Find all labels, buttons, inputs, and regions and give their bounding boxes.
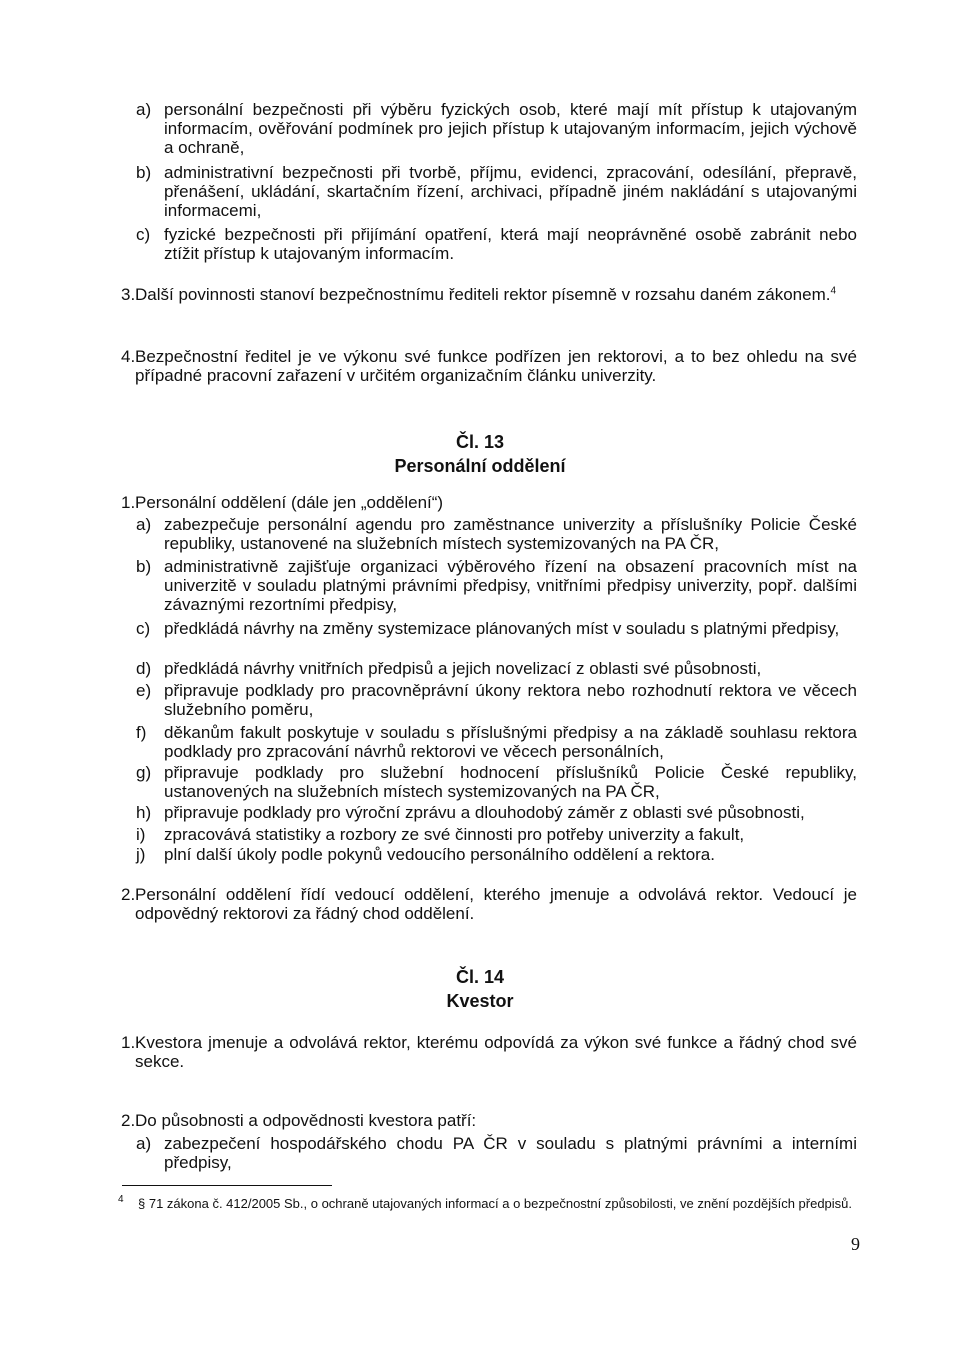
page-number: 9 bbox=[851, 1234, 860, 1254]
item-label: g) bbox=[136, 763, 152, 782]
item-text: administrativní bezpečnosti při tvorbě, příjmu, evidenci, zpracování, odesílání, přepravě, přenášení, ukládání, skartačním řízení, archivaci, případně jiném nakládání s utajovanými informacemi, bbox=[164, 163, 857, 220]
article-title: Personální oddělení bbox=[394, 456, 566, 476]
item-label: f) bbox=[136, 723, 147, 742]
item-text: předkládá návrhy na změny systemizace plánovaných míst v souladu s platnými předpisy, bbox=[164, 619, 840, 638]
item-text: zpracovává statistiky a rozbory ze své činnosti pro potřeby univerzity a fakult, bbox=[164, 825, 745, 844]
paragraph-text: Personální oddělení (dále jen „oddělení“) bbox=[135, 493, 444, 512]
article-title: Kvestor bbox=[446, 991, 514, 1011]
footnote-mark: 4 bbox=[118, 1194, 124, 1205]
paragraph-label: 3. bbox=[121, 285, 136, 304]
item-text: připravuje podklady pro služební hodnocení příslušníků Policie České republiky, ustanovených na služebních místech systemizovaných na PA ČR, bbox=[164, 763, 857, 801]
item-text: zabezpečuje personální agendu pro zaměstnance univerzity a příslušníky Policie České republiky, ustanovené na služebních místech systemizovaných na PA ČR, bbox=[164, 515, 857, 553]
item-text: personální bezpečnosti při výběru fyzických osob, které mají mít přístup k utajovaným informacím, ověřování podmínek pro jejich přístup k utajovaným informacím, jejich výchově a ochraně, bbox=[164, 100, 857, 157]
item-label: a) bbox=[136, 1134, 152, 1153]
item-text: děkanům fakult poskytuje v souladu s příslušnými předpisy a na základě souhlasu rektora podklady pro zpracování návrhů rektorovi ve věcech personálních, bbox=[164, 723, 857, 761]
paragraph-label: 2. bbox=[121, 885, 136, 904]
item-text: připravuje podklady pro výroční zprávu a dlouhodobý záměr z oblasti své působnosti, bbox=[164, 803, 805, 822]
paragraph-label: 1. bbox=[121, 1033, 136, 1052]
item-text: předkládá návrhy vnitřních předpisů a jejich novelizací z oblasti své působnosti, bbox=[164, 659, 762, 678]
item-text: fyzické bezpečnosti při přijímání opatření, která mají neoprávněné osobě zabránit nebo ztížit přístup k utajovaným informacím. bbox=[164, 225, 857, 263]
item-label: a) bbox=[136, 515, 152, 534]
paragraph-text: Personální oddělení řídí vedoucí oddělení, kterého jmenuje a odvolává rektor. Vedoucí je odpovědný rektorovi za řádný chod oddělení. bbox=[135, 885, 857, 923]
item-label: c) bbox=[136, 619, 151, 638]
item-label: e) bbox=[136, 681, 152, 700]
item-text: zabezpečení hospodářského chodu PA ČR v souladu s platnými právními a interními předpisy, bbox=[164, 1134, 857, 1172]
item-text: administrativně zajišťuje organizaci výběrového řízení na obsazení pracovních míst na univerzitě v souladu platnými právními předpisy, vnitřními předpisy univerzity, popř. dalšími závaznými rezortními předpisy, bbox=[164, 557, 857, 614]
item-label: h) bbox=[136, 803, 152, 822]
item-label: a) bbox=[136, 100, 152, 119]
paragraph-label: 4. bbox=[121, 347, 136, 366]
item-label: i) bbox=[136, 825, 146, 844]
paragraph-text: Do působnosti a odpovědnosti kvestora patří: bbox=[135, 1111, 477, 1130]
paragraph-label: 2. bbox=[121, 1111, 136, 1130]
item-label: c) bbox=[136, 225, 151, 244]
paragraph-text-body: Další povinnosti stanoví bezpečnostnímu řediteli rektor písemně v rozsahu daném zákonem. bbox=[135, 285, 831, 304]
paragraph-text: Kvestora jmenuje a odvolává rektor, kterému odpovídá za výkon své funkce a řádný chod své sekce. bbox=[135, 1033, 857, 1071]
item-label: b) bbox=[136, 163, 152, 182]
footnote-separator bbox=[122, 1185, 332, 1186]
item-label: j) bbox=[136, 845, 146, 864]
paragraph-text: Bezpečnostní ředitel je ve výkonu své funkce podřízen jen rektorovi, a to bez ohledu na své případné pracovní zařazení v určitém organizačním článku univerzity. bbox=[135, 347, 857, 385]
paragraph-label: 1. bbox=[121, 493, 136, 512]
item-text: plní další úkoly podle pokynů vedoucího personálního oddělení a rektora. bbox=[164, 845, 715, 864]
footnote-text: § 71 zákona č. 412/2005 Sb., o ochraně utajovaných informací a o bezpečnostní způsobilosti, ve znění pozdějších předpisů. bbox=[138, 1196, 853, 1211]
paragraph-text bbox=[135, 285, 857, 304]
article-number: Čl. 13 bbox=[455, 432, 505, 452]
item-label: b) bbox=[136, 557, 152, 576]
item-text: připravuje podklady pro pracovněprávní úkony rektora nebo rozhodnutí rektora ve věcech služebního poměru, bbox=[164, 681, 857, 719]
footnote-reference: 4 bbox=[830, 285, 837, 297]
item-label: d) bbox=[136, 659, 152, 678]
article-number: Čl. 14 bbox=[455, 967, 505, 987]
